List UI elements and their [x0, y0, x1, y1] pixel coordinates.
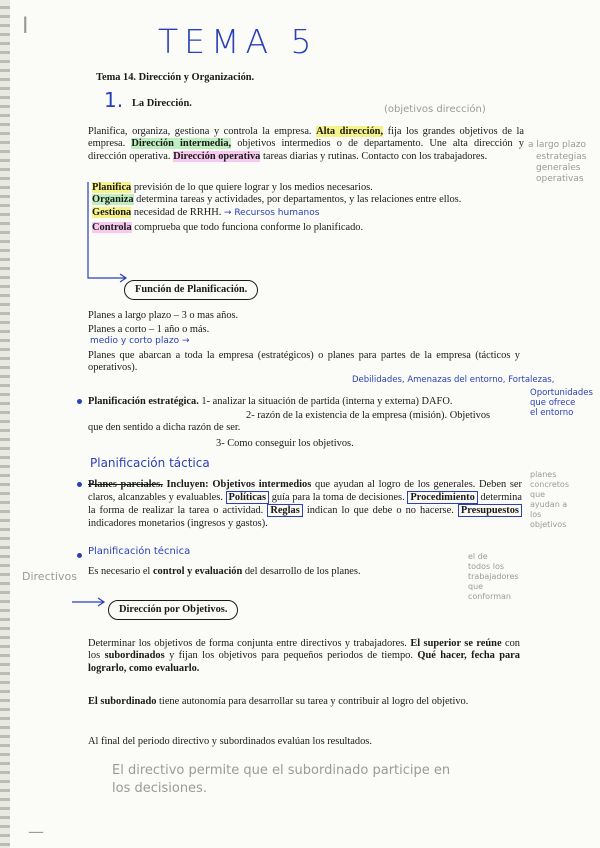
margin-mark-top: I — [22, 14, 29, 39]
margin-mark-bottom: — — [28, 822, 44, 841]
handwritten-header: TEMA 5 — [158, 22, 318, 61]
estrategica-item2b: que den sentido a dicha razón de ser. — [88, 422, 241, 433]
objetivos-paragraph-3: Al final del periodo directivo y subordinados evalúan los resultados. — [88, 736, 372, 747]
objetivos-title: Dirección por Objetivos. — [108, 600, 238, 620]
spiral-binding — [0, 0, 10, 848]
side-note-planes: planes concretos que ayudan a los objetivos — [530, 470, 569, 529]
bullet-parciales — [77, 482, 82, 487]
side-note-trabajadores: el de todos los trabajadores que conforman — [468, 552, 519, 601]
function-gestiona: Gestiona necesidad de RRHH. → Recursos humanos — [92, 206, 320, 218]
handwritten-rrhh-note: → Recursos humanos — [223, 207, 320, 218]
alta-direccion: Alta dirección, — [316, 126, 384, 137]
handwritten-dafo-note: Debilidades, Amenazas del entorno, Fortalezas, — [352, 375, 555, 385]
planes-parciales: Planes parciales. Incluyen: Objetivos intermedios que ayudan al logro de los generales. Deben ser claros, alcanzables y evaluables. Políticas guía para la toma de decisiones. Procedimiento determina la forma de realizar la tarea o actividad. Reglas indican lo que debe o no hacerse. Presupuestos indicadores monetarios (ingresos y gastos). — [88, 479, 522, 529]
section-title: La Dirección. — [132, 98, 192, 109]
handwritten-oportunidades: Oportunidades que ofrece el entorno — [530, 388, 593, 418]
handwritten-tecnica-heading: Planificación técnica — [88, 546, 191, 557]
section-number: 1. — [104, 88, 124, 112]
functions-list — [92, 182, 524, 235]
estrategica-item3: 3- Como conseguir los objetivos. — [216, 438, 354, 449]
margin-note-plazo: a largo plazo — [528, 140, 586, 150]
plan-line-corto: Planes a corto – 1 año o más. — [88, 324, 210, 335]
function-organiza: Organiza determina tareas y actividades, por departamentos, y las relaciones entre ellos. — [92, 194, 462, 206]
intro-paragraph: Planifica, organiza, gestiona y controla la empresa. Alta dirección, fija los grandes objetivos de la empresa. Dirección intermedia, objetivos intermedios o de departamento. Une alta dirección y dirección operativa. Dirección operativa tareas diarias y rutinas. Contacto con los trabajadores. — [88, 126, 524, 162]
plan-line-largo: Planes a largo plazo – 3 o mas años. — [88, 310, 239, 321]
document-title: Tema 14. Dirección y Organización. — [96, 72, 255, 83]
handwritten-directivos: Directivos — [22, 570, 77, 583]
margin-note-estrategias: estrategias generales operativas — [536, 152, 587, 184]
planificacion-estrategica: Planificación estratégica. 1- analizar la situación de partida (interna y externa) DAFO. — [88, 396, 453, 407]
direccion-intermedia: Dirección intermedia, — [131, 138, 232, 150]
handwritten-tactica-heading: Planificación táctica — [90, 456, 210, 470]
control-sentence: Es necesario el control y evaluación del desarrollo de los planes. — [88, 566, 361, 577]
function-planifica: Planifica previsión de lo que quiere lograr y los medios necesarios. — [92, 182, 373, 193]
handwritten-medio-plazo: medio y corto plazo → — [90, 336, 190, 346]
objetivos-paragraph-1: Determinar los objetivos de forma conjunta entre directivos y trabajadores. El superior se reúne con los subordinados y fijan los objetivos para pequeños periodos de tiempo. Qué hacer, fecha para lograrlo, como evaluarlo. — [88, 638, 520, 674]
direccion-operativa: Dirección operativa — [173, 150, 261, 162]
handwritten-note-objetivos: (objetivos dirección) — [384, 104, 486, 115]
planes-abarcan: Planes que abarcan a toda la empresa (estratégicos) o planes para partes de la empresa (tácticos y operativos). — [88, 350, 520, 374]
arrow-to-objetivos — [70, 592, 110, 612]
estrategica-item2: 2- razón de la existencia de la empresa (misión). Objetivos — [246, 410, 491, 421]
function-controla: Controla comprueba que todo funciona conforme lo planificado. — [92, 222, 364, 234]
bullet-tecnica — [77, 553, 82, 558]
objetivos-paragraph-2: El subordinado tiene autonomía para desarrollar su tarea y contribuir al logro del objetivo. — [88, 696, 469, 707]
bullet-estrategica — [77, 399, 82, 404]
handwritten-closing-note: El directivo permite que el subordinado participe en los decisiones. — [112, 763, 451, 796]
planificacion-title: Función de Planificación. — [124, 280, 258, 300]
